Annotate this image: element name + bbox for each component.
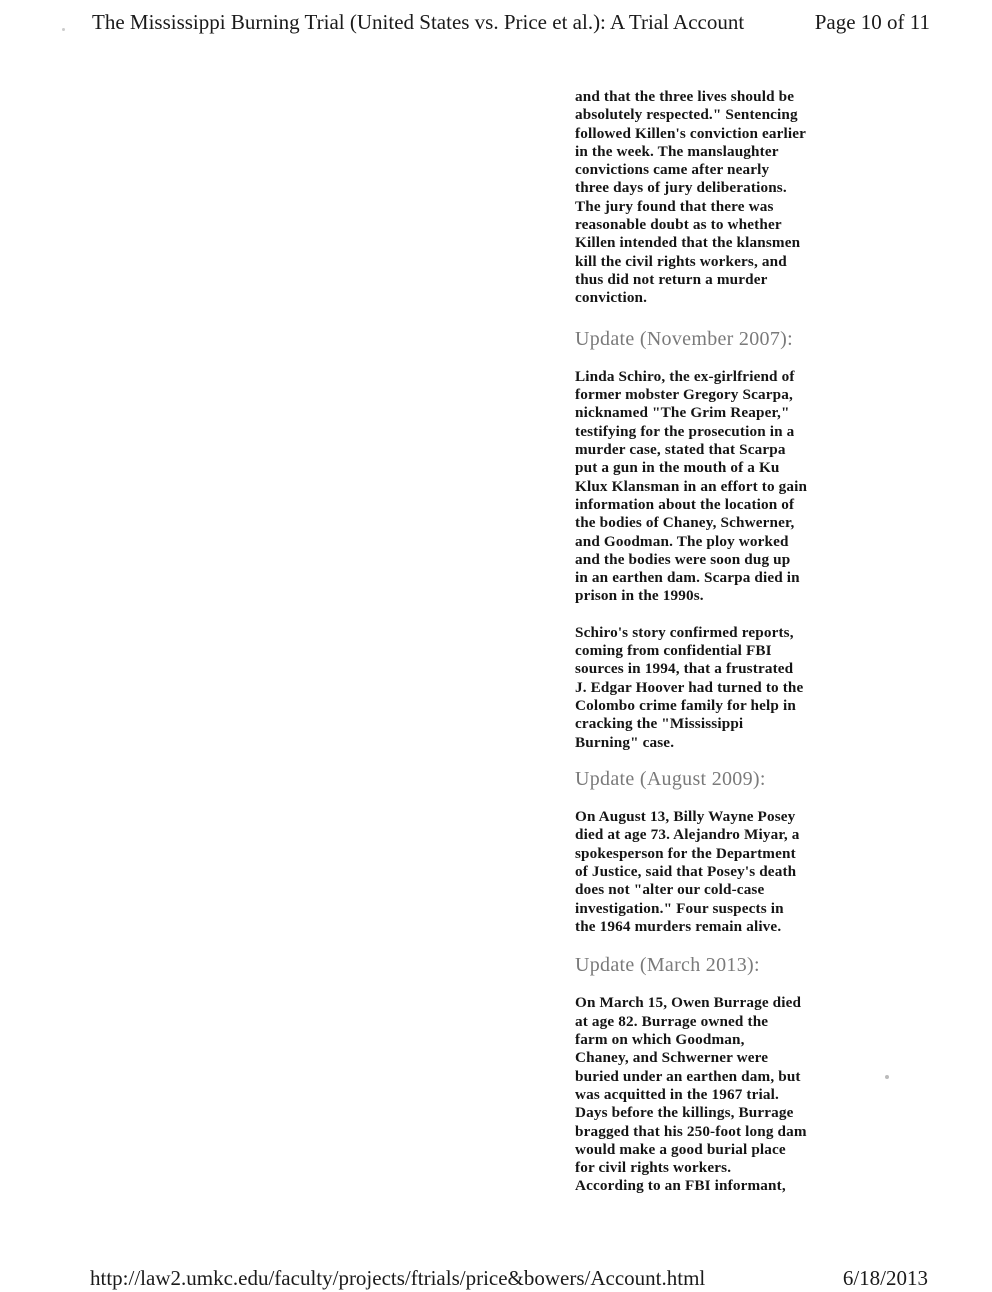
text-line: kill the civil rights workers, and [575, 252, 787, 270]
text-line: farm on which Goodman, [575, 1031, 745, 1049]
text-line: bragged that his 250-foot long dam [575, 1122, 807, 1140]
text-line: died at age 73. Alejandro Miyar, a [575, 826, 800, 844]
update-2009-paragraph [575, 808, 835, 936]
text-line: According to an FBI informant, [575, 1177, 786, 1195]
text-line: Colombo crime family for help in [575, 696, 796, 714]
text-line: J. Edgar Hoover had turned to the [575, 678, 804, 696]
page-number: Page 10 of 11 [814, 10, 930, 34]
text-line: cracking the "Mississippi [575, 715, 744, 733]
scan-speck [62, 28, 65, 31]
text-line: On August 13, Billy Wayne Posey [575, 808, 796, 826]
update-2013-paragraph [575, 994, 835, 1195]
text-line: does not "alter our cold-case [575, 881, 765, 899]
text-line: Killen intended that the klansmen [575, 234, 801, 252]
update-2007-paragraph-1 [575, 368, 835, 606]
intro-paragraph [575, 88, 835, 308]
update-2007-paragraph-2 [575, 624, 835, 752]
text-line: and that the three lives should be [575, 88, 795, 105]
text-line: Linda Schiro, the ex-girlfriend of [575, 367, 795, 385]
text-line: investigation." Four suspects in [575, 899, 784, 917]
article-column [575, 88, 835, 1196]
text-line: put a gun in the mouth of a Ku [575, 459, 780, 477]
text-line: testifying for the prosecution in a [575, 422, 795, 440]
text-line: was acquitted in the 1967 trial. [575, 1085, 779, 1103]
text-line: conviction. [575, 289, 648, 307]
update-heading-2013: Update (March 2013): [575, 954, 760, 977]
text-line: Klux Klansman in an effort to gain [575, 477, 808, 495]
text-line: spokesperson for the Department [575, 844, 796, 862]
text-line: and Goodman. The ploy worked [575, 532, 789, 550]
text-line: followed Killen's conviction earlier [575, 124, 807, 142]
update-heading-2007: Update (November 2007): [575, 327, 793, 350]
text-line: thus did not return a murder [575, 270, 768, 288]
text-line: would make a good burial place [575, 1140, 786, 1158]
text-line: for civil rights workers. [575, 1159, 732, 1177]
text-line: Burning" case. [575, 733, 675, 751]
text-line: prison in the 1990s. [575, 587, 704, 605]
text-line: Days before the killings, Burrage [575, 1104, 794, 1122]
text-line: the 1964 murders remain alive. [575, 917, 782, 935]
text-line: On March 15, Owen Burrage died [575, 994, 802, 1012]
text-line: the bodies of Chaney, Schwerner, [575, 514, 795, 532]
text-line: murder case, stated that Scarpa [575, 441, 786, 459]
text-line: at age 82. Burrage owned the [575, 1012, 769, 1030]
text-line: information about the location of [575, 495, 795, 513]
text-line: and the bodies were soon dug up [575, 550, 791, 568]
footer-url: http://law2.umkc.edu/faculty/projects/ftrials/price&bowers/Account.html [90, 1266, 706, 1290]
text-line: Chaney, and Schwerner were [575, 1049, 769, 1067]
footer-date: 6/18/2013 [842, 1266, 928, 1290]
text-line: nicknamed "The Grim Reaper," [575, 404, 790, 422]
text-line: of Justice, said that Posey's death [575, 862, 797, 880]
text-line: convictions came after nearly [575, 161, 770, 179]
text-line: The jury found that there was [575, 197, 774, 215]
text-line: absolutely respected." Sentencing [575, 106, 798, 124]
page-header-title: The Mississippi Burning Trial (United States vs. Price et al.): A Trial Account [92, 10, 745, 34]
text-line: Schiro's story confirmed reports, [575, 623, 794, 641]
text-line: in the week. The manslaughter [575, 142, 779, 160]
text-line: in an earthen dam. Scarpa died in [575, 569, 800, 587]
text-line: sources in 1994, that a frustrated [575, 660, 794, 678]
text-line: buried under an earthen dam, but [575, 1067, 801, 1085]
text-line: former mobster Gregory Scarpa, [575, 386, 793, 404]
scan-speck [885, 1075, 889, 1079]
text-line: three days of jury deliberations. [575, 179, 787, 197]
text-line: coming from confidential FBI [575, 642, 772, 660]
text-line: reasonable doubt as to whether [575, 216, 782, 234]
update-heading-2009: Update (August 2009): [575, 767, 766, 790]
